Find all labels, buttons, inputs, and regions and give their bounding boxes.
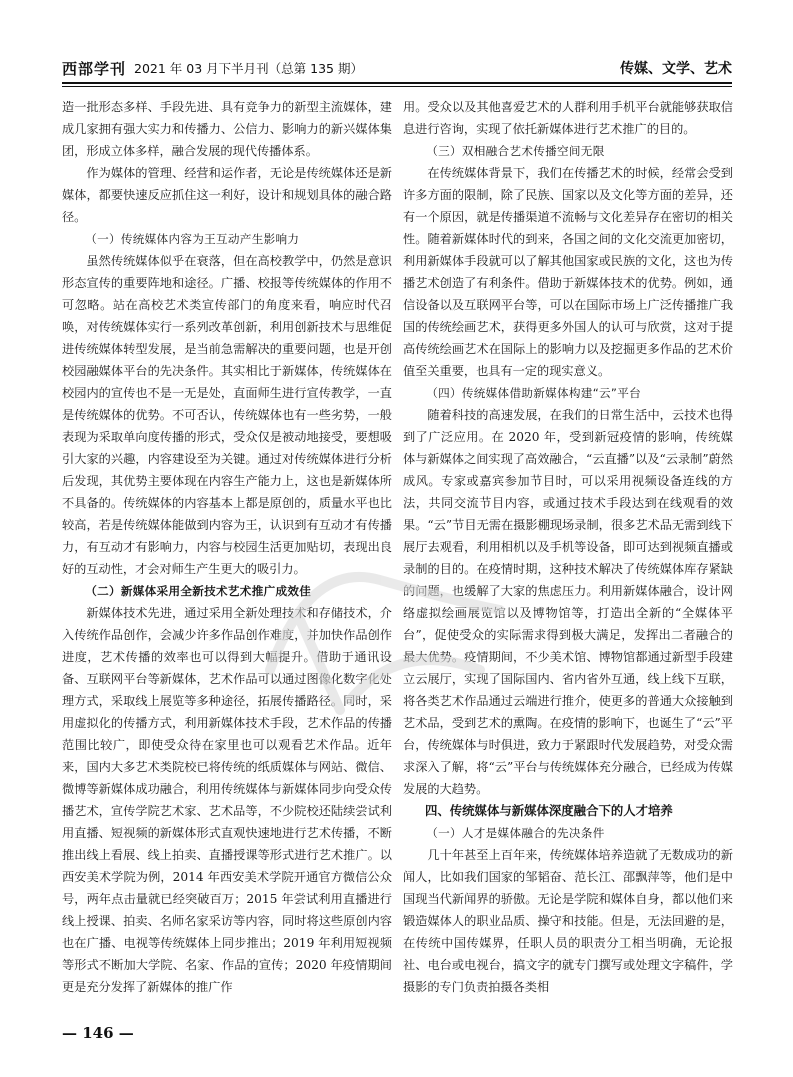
- paragraph: 几十年甚至上百年来，传统媒体培养造就了无数成功的新闻人，比如我们国家的邹韬奋、范长江、邵飘萍等，他们是中国现当代新闻界的骄傲。无论是学院和媒体自身，都以他们来锻造媒体人的职业品质、操守和技能。但是，无法回避的是，在传统中国传媒界，任职人员的职责分工相当明确，无论报社、电台或电视台，搞文字的就专门撰写或处理文字稿件，学摄影的专门负责拍摄各类相: [403, 848, 733, 994]
- journal-logo: 西部学刊: [62, 60, 127, 78]
- section-heading: 四、传统媒体与新媒体深度融合下的人才培养: [425, 803, 673, 818]
- paragraph: 用。受众以及其他喜爱艺术的人群利用手机平台就能够获取信息进行咨询，实现了依托新媒体进行艺术推广的目的。: [403, 100, 733, 136]
- paragraph: 虽然传统媒体似乎在衰落，但在高校教学中，仍然是意识形态宣传的重要阵地和途径。广播、校报等传统媒体的作用不可忽略。站在高校艺术类宣传部门的角度来看，响应时代召唤，对传统媒体实行一系列改革创新，利用创新技术与思维促进传统媒体转型发展，是当前急需解决的重要问题，也是开创校园融媒体平台的先决条件。其实相比于新媒体，传统媒体在校园内的宣传也不是一无是处，直面师生进行宣传教学，一直是传统媒体的优势。不可否认，传统媒体也有一些劣势，一般表现为采取单向度传播的形式，受众仅是被动地接受，要想吸引大家的兴趣，内容建设至为关键。通过对传统媒体进行分析后发现，其优势主要体现在内容生产能力上，这也是新媒体所不具备的。传统媒体的内容基本上都是原创的，质量水平也比较高，若是传统媒体能做到内容为王，认识到有互动才有传播力，有互动才有影响力，内容与校园生活更加贴切，表现出良好的互动性，才会对师生产生更大的吸引力。: [62, 254, 392, 576]
- page-header: [62, 56, 732, 82]
- left-column: [62, 96, 392, 998]
- subheading: （一）人才是媒体融合的先决条件: [426, 826, 605, 840]
- subheading: （四）传统媒体借助新媒体构建“云”平台: [426, 386, 641, 400]
- page-number: — 146 —: [62, 1024, 134, 1042]
- header-rule: [62, 82, 732, 84]
- subheading: （一）传统媒体内容为王互动产生影响力: [85, 232, 300, 246]
- subheading: （二）新媒体采用全新技术艺术推广成效佳: [85, 584, 312, 598]
- subheading: （三）双相融合艺术传播空间无限: [426, 144, 605, 158]
- right-column: [403, 96, 733, 998]
- paragraph: 造一批形态多样、手段先进、具有竞争力的新型主流媒体，建成几家拥有强大实力和传播力、公信力、影响力的新兴媒体集团，形成立体多样，融合发展的现代传播体系。: [62, 100, 392, 158]
- journal-issue: 2021 年 03 月下半月刊（总第 135 期）: [134, 61, 363, 76]
- header-rule-thin: [62, 86, 732, 87]
- paragraph: 作为媒体的管理、经营和运作者，无论是传统媒体还是新媒体，都要快速反应抓住这一利好，设计和规划具体的融合路径。: [62, 166, 392, 224]
- paragraph: 在传统媒体背景下，我们在传播艺术的时候，经常会受到许多方面的限制，除了民族、国家以及文化等方面的差异，还有一个原因，就是传播渠道不流畅与文化差异存在密切的相关性。随着新媒体时代的到来，各国之间的文化交流更加密切，利用新媒体手段就可以了解其他国家或民族的文化，这也为传播艺术创造了有利条件。借助于新媒体技术的优势。例如，通信设备以及互联网平台等，可以在国际市场上广泛传播推广我国的传统绘画艺术，获得更多外国人的认可与欣赏，这对于提高传统绘画艺术在国际上的影响力以及挖掘更多作品的艺术价值至关重要，也具有一定的现实意义。: [403, 166, 733, 378]
- paragraph: 新媒体技术先进，通过采用全新处理技术和存储技术，介入传统作品创作，会减少许多作品创作难度，并加快作品创作进度，艺术传播的效率也可以得到大幅提升。借助于通讯设备、互联网平台等新媒体，艺术作品可以通过图像化数字化处理方式，采取线上展览等多种途径，拓展传播路径。同时，采用虚拟化的传播方式，利用新媒体技术手段，艺术作品的传播范围比较广，即使受众待在家里也可以观看艺术作品。近年来，国内大多艺术类院校已将传统的纸质媒体与网站、微信、微博等新媒体成功融合，利用传统媒体与新媒体同步向受众传播艺术，宣传学院艺术家、艺术品等，不少院校还陆续尝试利用直播、短视频的新媒体形式直观快速地进行艺术传播，不断推出线上看展、线上拍卖、直播授课等形式进行艺术推广。以西安美术学院为例，2014 年西安美术学院开通官方微信公众号，两年点击量就已经突破百万；2015 年尝试利用直播进行线上授课、拍卖、名师名家采访等内容，同时将这些原创内容也在广播、电视等传统媒体上同步推出；2019 年利用短视频等形式不断加大学院、名家、作品的宣传；2020 年疫情期间更是充分发挥了新媒体的推广作: [62, 606, 392, 994]
- paragraph: 随着科技的高速发展，在我们的日常生活中，云技术也得到了广泛应用。在 2020 年，受到新冠疫情的影响，传统媒体与新媒体之间实现了高效融合，“云直播”以及“云录制”蔚然成风。专家或嘉宾参加节目时，可以采用视频设备连线的方法，共同交流节目内容，或通过技术手段达到在线观看的效果。“云”节目无需在摄影棚现场录制，很多艺术品无需到线下展厅去观看，利用相机以及手机等设备，即可达到视频直播或录制的目的。在疫情时期，这种技术解决了传统媒体库存紧缺的问题，也缓解了大家的焦虑压力。利用新媒体融合，设计网络虚拟绘画展览馆以及博物馆等，打造出全新的“全媒体平台”，促使受众的实际需求得到极大满足，发挥出二者融合的最大优势。疫情期间，不少美术馆、博物馆都通过新型手段建立云展厅，实现了国际国内、省内省外互通，线上线下互联，将各类艺术作品通过云端进行推介，使更多的普通大众接触到艺术品，受到艺术的熏陶。在疫情的影响下，也诞生了“云”平台，传统媒体与时俱进，致力于紧跟时代发展趋势，对受众需求深入了解，将“云”平台与传统媒体充分融合，已经成为传媒发展的大趋势。: [403, 408, 733, 796]
- section-name: 传媒、文学、艺术: [620, 61, 732, 77]
